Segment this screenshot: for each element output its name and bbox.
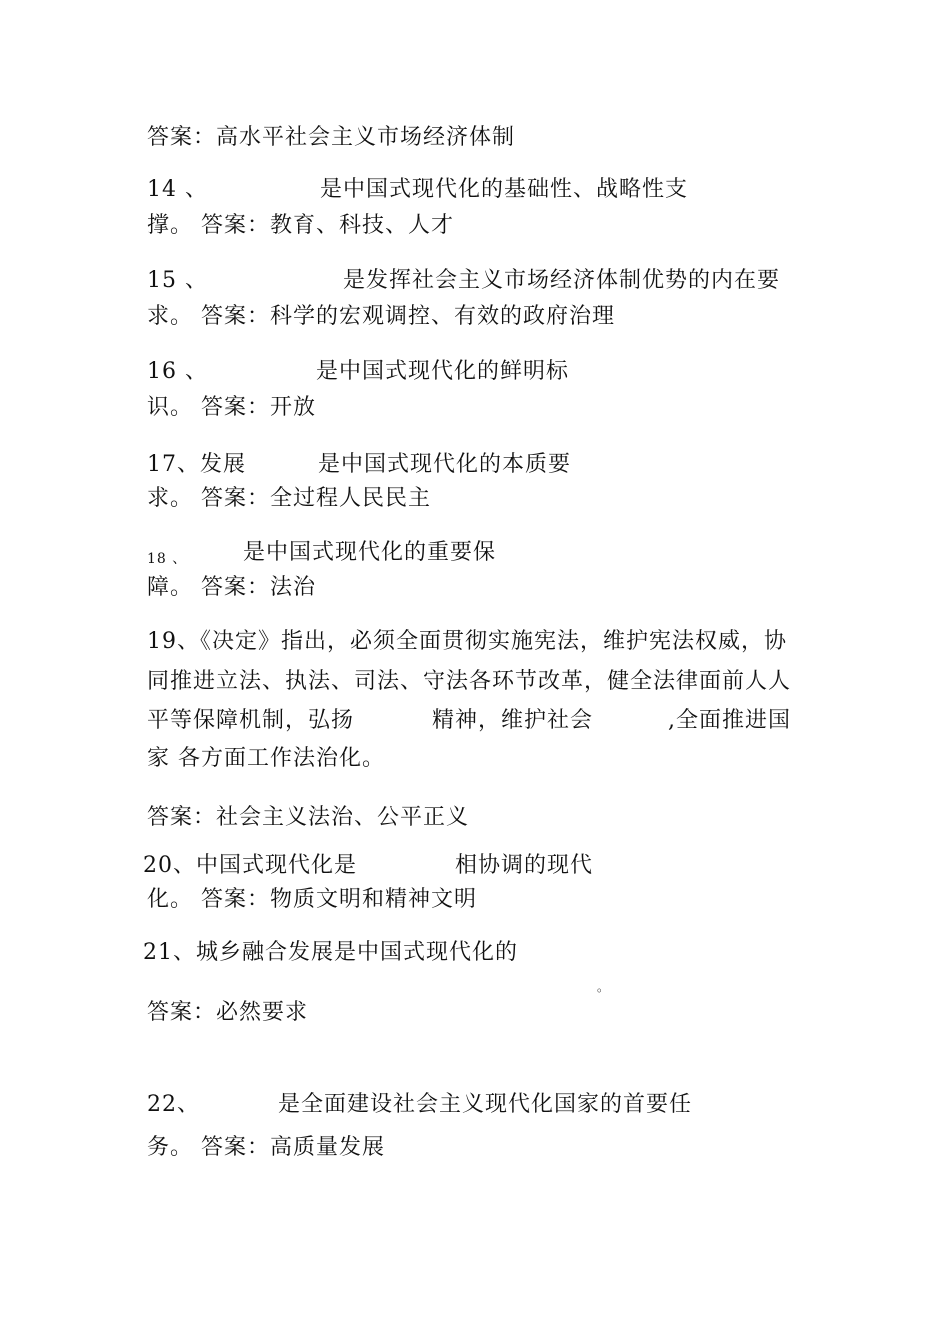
question-16-text: 是中国式现代化的鲜明标 bbox=[316, 359, 570, 384]
answer-17: 求。 答案：全过程人民民主 bbox=[147, 486, 431, 511]
question-20-text-b: 相协调的现代 bbox=[455, 853, 594, 878]
question-19-line-3b: 精神，维护社会 bbox=[432, 708, 594, 733]
answer-20: 化。 答案：物质文明和精神文明 bbox=[147, 887, 477, 912]
question-16-number: 16 、 bbox=[147, 359, 208, 384]
answer-21: 答案：必然要求 bbox=[147, 1000, 309, 1025]
question-15-number: 15 、 bbox=[147, 268, 208, 293]
question-19-line-2: 同推进立法、执法、司法、守法各环节改革，健全法律面前人人 bbox=[147, 669, 792, 694]
answer-15: 求。 答案：科学的宏观调控、有效的政府治理 bbox=[147, 304, 615, 329]
answer-14: 撑。 答案：教育、科技、人才 bbox=[147, 213, 454, 238]
question-14-number: 14 、 bbox=[147, 177, 208, 202]
answer-13: 答案：高水平社会主义市场经济体制 bbox=[147, 125, 516, 150]
question-18-text: 是中国式现代化的重要保 bbox=[243, 540, 497, 565]
question-22-number: 22、 bbox=[147, 1092, 200, 1117]
question-17-number: 17、发展 bbox=[147, 452, 246, 477]
answer-16: 识。 答案：开放 bbox=[147, 395, 316, 420]
question-20-text-a: 20、中国式现代化是 bbox=[143, 853, 357, 878]
question-17-text: 是中国式现代化的本质要 bbox=[318, 452, 572, 477]
question-19-line-3a: 平等保障机制，弘扬 bbox=[147, 708, 355, 733]
question-18-number: 18 、 bbox=[147, 551, 188, 567]
answer-22: 务。 答案：高质量发展 bbox=[147, 1135, 385, 1160]
answer-18: 障。 答案：法治 bbox=[147, 575, 316, 600]
question-21-text: 21、城乡融合发展是中国式现代化的 bbox=[143, 940, 518, 965]
question-19-line-4: 家 各方面工作法治化。 bbox=[147, 746, 385, 771]
question-15-text: 是发挥社会主义市场经济体制优势的内在要 bbox=[343, 268, 781, 293]
question-22-text: 是全面建设社会主义现代化国家的首要任 bbox=[278, 1092, 693, 1117]
answer-19: 答案：社会主义法治、公平正义 bbox=[147, 805, 470, 830]
question-19-line-3c: ,全面推进国 bbox=[668, 708, 791, 733]
question-21-period: 。 bbox=[597, 980, 611, 994]
question-19-line-1: 19、《决定》指出，必须全面贯彻实施宪法，维护宪法权威，协 bbox=[147, 629, 787, 654]
question-14-text: 是中国式现代化的基础性、战略性支 bbox=[320, 177, 689, 202]
